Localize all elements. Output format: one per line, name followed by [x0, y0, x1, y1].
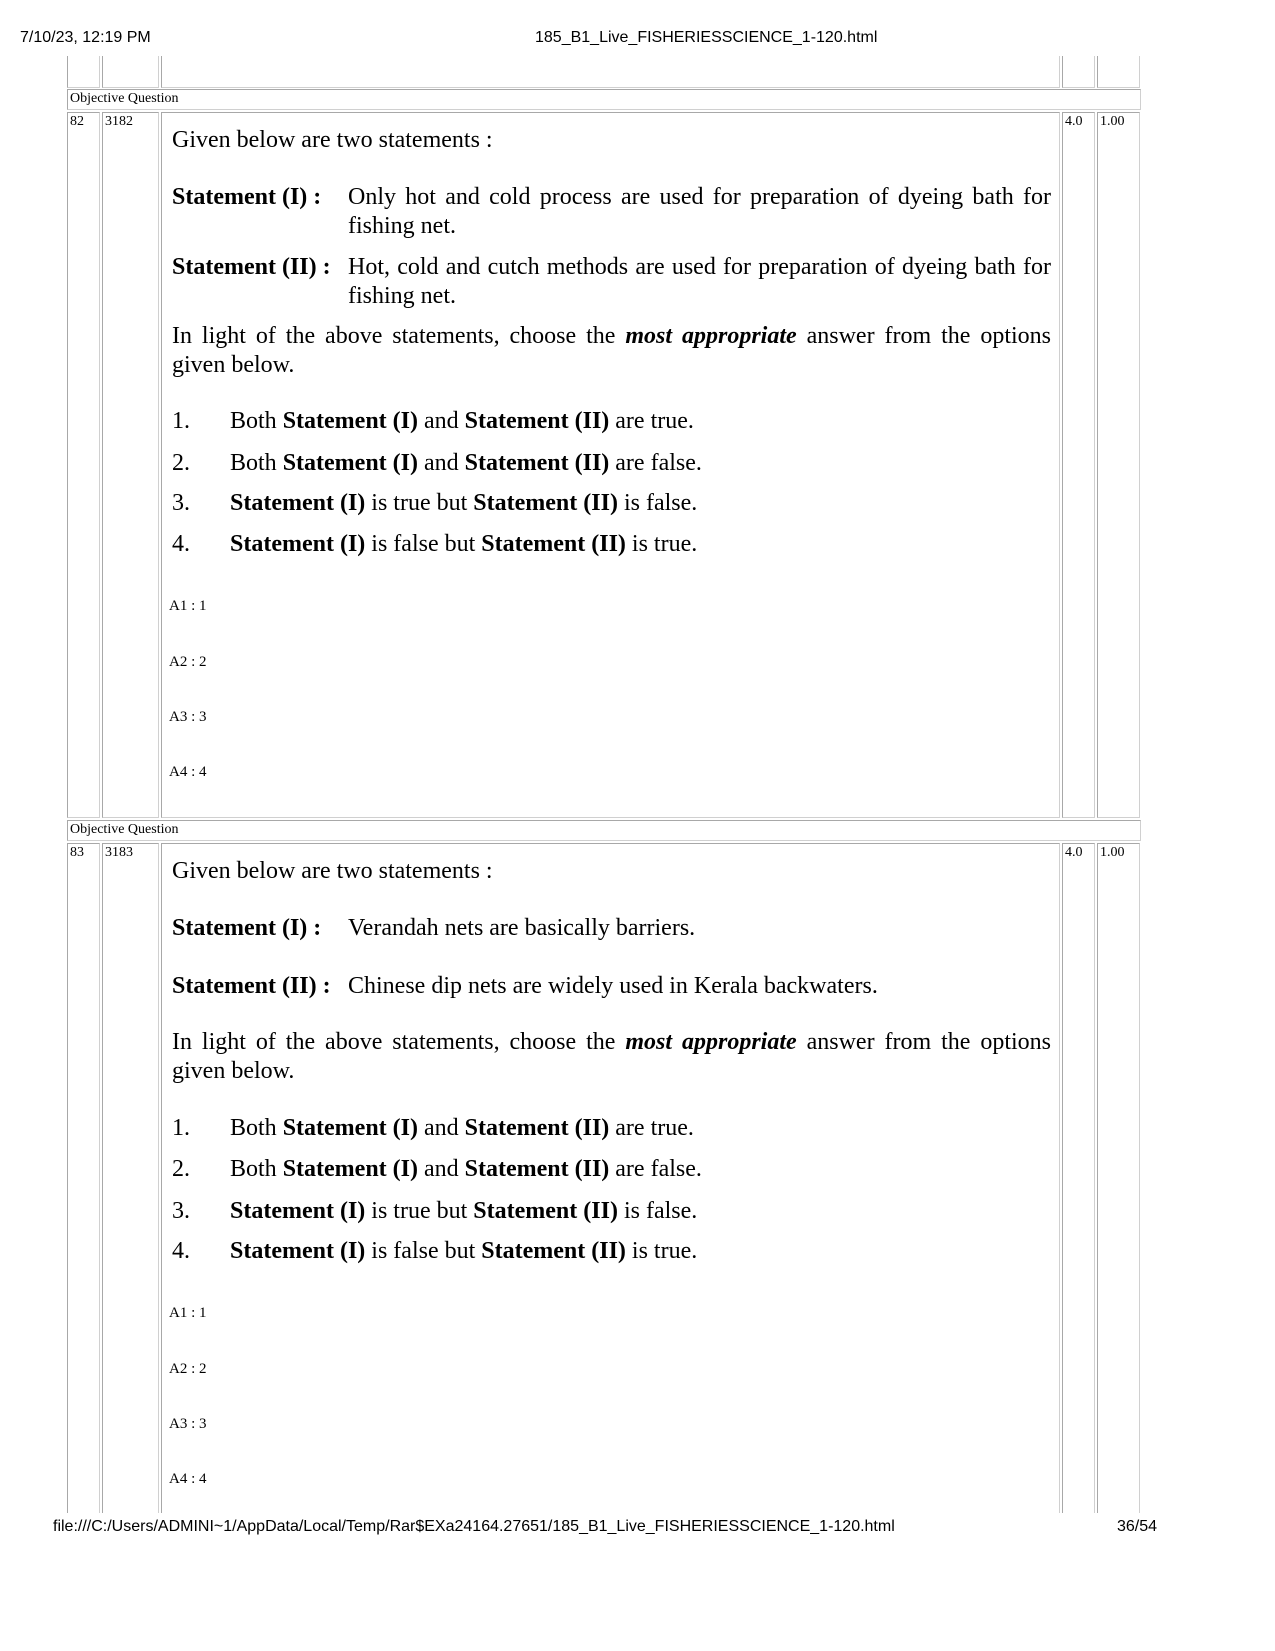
answer-id-1: A1 : 1 [169, 1305, 207, 1321]
prev-row-cell [67, 56, 100, 88]
statement-1-text: Only hot and cold process are used for preparation of dyeing bath for fishing net. [348, 184, 1051, 239]
instruction-emphasis: most appropriate [625, 1029, 797, 1055]
question-id: 3182 [105, 114, 133, 129]
answer-id-4: A4 : 4 [169, 1471, 207, 1487]
question-number: 82 [70, 114, 84, 129]
marks-cell [1062, 843, 1095, 1513]
negative-marks-cell [1097, 843, 1140, 1513]
prev-row-cell [1062, 56, 1095, 88]
instruction-text: In light of the above statements, choose the most appropriate answer from the options given below. [172, 323, 1052, 378]
prev-row-cell [102, 56, 159, 88]
question-type-row [67, 89, 1141, 110]
statement-1 [172, 183, 1051, 243]
negative-marks-cell [1097, 112, 1140, 818]
answer-id-4: A4 : 4 [169, 764, 207, 780]
question-type-label: Objective Question [70, 91, 179, 106]
statement-1-label: Statement (I) : [172, 184, 322, 210]
answer-id-2: A2 : 2 [169, 654, 207, 670]
negative-marks-value: 1.00 [1100, 114, 1125, 129]
answer-id-2: A2 : 2 [169, 1361, 207, 1377]
sno-cell [67, 112, 100, 818]
print-datetime: 7/10/23, 12:19 PM [20, 29, 151, 46]
answer-id-1: A1 : 1 [169, 598, 207, 614]
print-page-number: 36/54 [1117, 1518, 1158, 1535]
print-doc-title: 185_B1_Live_FISHERIESSCIENCE_1-120.html [535, 29, 878, 46]
answer-id-3: A3 : 3 [169, 709, 207, 725]
qid-cell [102, 112, 159, 818]
statement-2 [172, 972, 1051, 1002]
prev-row-cell [1097, 56, 1140, 88]
question-number: 83 [70, 845, 84, 860]
instruction-emphasis: most appropriate [625, 323, 797, 349]
question-type-row [67, 820, 1141, 841]
answer-id-3: A3 : 3 [169, 1416, 207, 1432]
statement-2-text: Chinese dip nets are widely used in Kerala backwaters. [348, 973, 878, 999]
statement-1-text: Verandah nets are basically barriers. [348, 915, 696, 941]
prev-row-cell [161, 56, 1060, 88]
statement-1 [172, 914, 1051, 944]
question-type-label: Objective Question [70, 822, 179, 837]
sno-cell [67, 843, 100, 1513]
statement-2 [172, 253, 1051, 313]
negative-marks-value: 1.00 [1100, 845, 1125, 860]
marks-value: 4.0 [1065, 114, 1083, 129]
marks-value: 4.0 [1065, 845, 1083, 860]
qid-cell [102, 843, 159, 1513]
marks-cell [1062, 112, 1095, 818]
statement-2-text: Hot, cold and cutch methods are used for preparation of dyeing bath for fishing net. [348, 254, 1051, 309]
instruction-text: In light of the above statements, choose the most appropriate answer from the options given below. [172, 1029, 1052, 1084]
question-intro: Given below are two statements : [172, 127, 493, 153]
statement-1-label: Statement (I) : [172, 915, 322, 941]
question-id: 3183 [105, 845, 133, 860]
statement-2-label: Statement (II) : [172, 973, 331, 999]
print-file-path: file:///C:/Users/ADMINI~1/AppData/Local/Temp/Rar$EXa24164.27651/185_B1_Live_FISHERIESSCIENCE_1-120.html [53, 1518, 895, 1535]
question-intro: Given below are two statements : [172, 858, 493, 884]
statement-2-label: Statement (II) : [172, 254, 331, 280]
